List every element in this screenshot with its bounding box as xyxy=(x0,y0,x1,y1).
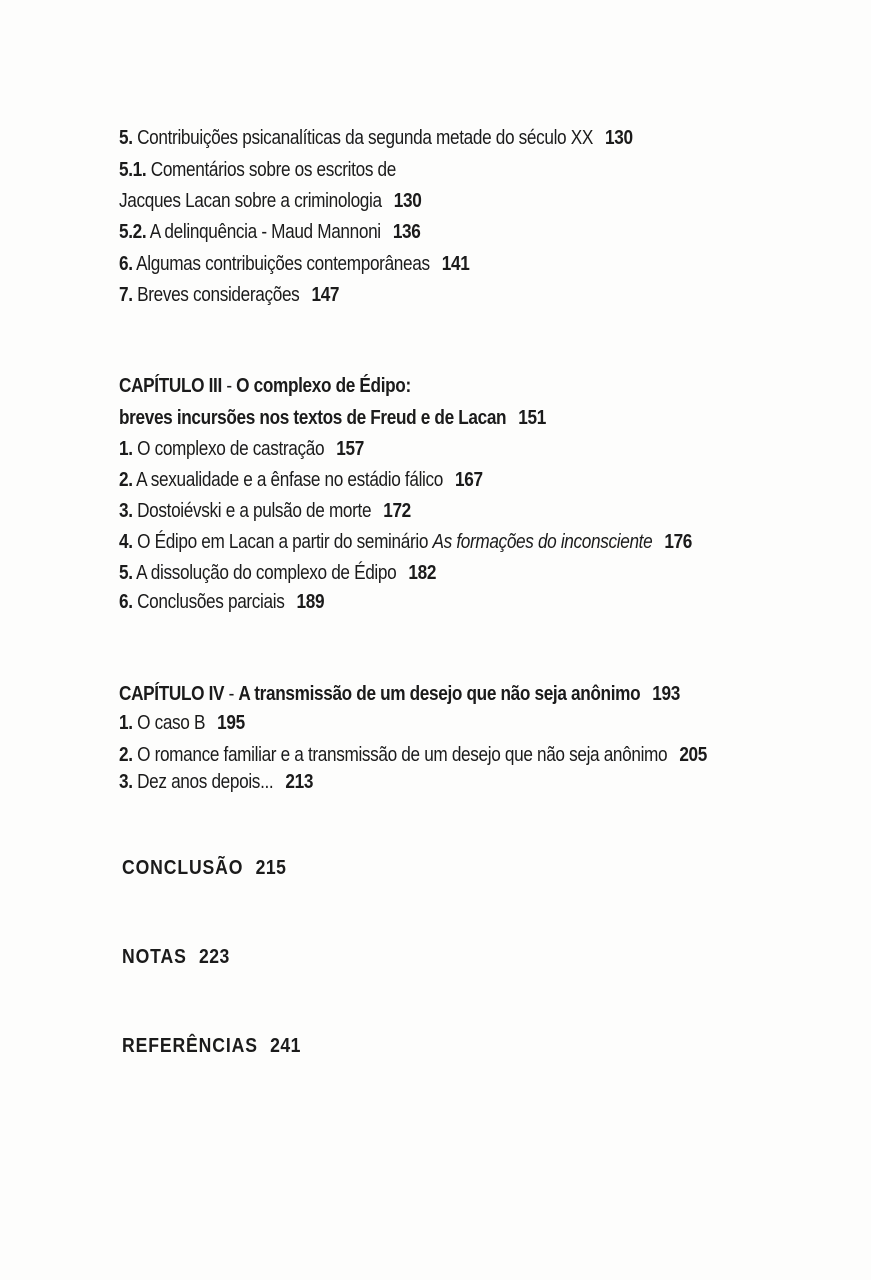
chapter-3-heading-cont: breves incursões nos textos de Freud e de Lacan 151 xyxy=(119,407,546,429)
page-number: 167 xyxy=(455,469,483,491)
toc-entry-3-2: 2. A sexualidade e a ênfase no estádio fálico 167 xyxy=(119,469,483,491)
page-number: 205 xyxy=(679,744,707,766)
toc-entry-3-6: 6. Conclusões parciais 189 xyxy=(119,591,325,613)
page-number: 157 xyxy=(336,438,364,460)
toc-entry-3-3: 3. Dostoiévski e a pulsão de morte 172 xyxy=(119,500,411,522)
page-number: 147 xyxy=(311,284,340,306)
page-number: 130 xyxy=(605,127,633,149)
toc-entry-4-2: 2. O romance familiar e a transmissão de um desejo que não seja anônimo 205 xyxy=(119,744,707,766)
toc-entry-5-1-cont: Jacques Lacan sobre a criminologia 130 xyxy=(119,190,422,212)
chapter-3-heading: CAPÍTULO III - O complexo de Édipo: xyxy=(119,375,411,397)
page-number: 182 xyxy=(408,562,437,584)
toc-referencias: REFERÊNCIAS 241 xyxy=(122,1035,301,1057)
toc-entry-7: 7. Breves considerações 147 xyxy=(119,284,340,306)
toc-entry-6: 6. Algumas contribuições contemporâneas 141 xyxy=(119,253,470,275)
toc-entry-3-1: 1. O complexo de castração 157 xyxy=(119,438,364,460)
toc-entry-5: 5. Contribuições psicanalíticas da segunda metade do século XX 130 xyxy=(119,127,633,149)
toc-entry-4-3: 3. Dez anos depois... 213 xyxy=(119,771,314,793)
page-number: 223 xyxy=(199,946,230,968)
page-number: 136 xyxy=(392,221,421,243)
toc-entry-3-5: 5. A dissolução do complexo de Édipo 182 xyxy=(119,562,437,584)
toc-entry-4-1: 1. O caso B 195 xyxy=(119,712,245,734)
toc-entry-5-1: 5.1. Comentários sobre os escritos de xyxy=(119,159,396,181)
toc-entry-5-2: 5.2. A delinquência - Maud Mannoni 136 xyxy=(119,221,421,243)
page-number: 195 xyxy=(217,712,245,734)
page-number: 176 xyxy=(664,531,693,553)
page-number: 215 xyxy=(255,857,287,879)
toc-notas: NOTAS 223 xyxy=(122,946,230,968)
page-number: 151 xyxy=(518,407,546,429)
toc-conclusao: CONCLUSÃO 215 xyxy=(122,857,287,879)
page-number: 130 xyxy=(393,190,422,212)
chapter-4-heading: CAPÍTULO IV - A transmissão de um desejo que não seja anônimo 193 xyxy=(119,683,680,705)
page-number: 193 xyxy=(652,683,680,705)
page-number: 172 xyxy=(383,500,411,522)
page-number: 241 xyxy=(270,1035,301,1057)
toc-entry-3-4: 4. O Édipo em Lacan a partir do seminário As formações do inconsciente 176 xyxy=(119,531,693,553)
page-number: 189 xyxy=(296,591,325,613)
page-number: 213 xyxy=(285,771,314,793)
page-number: 141 xyxy=(441,253,470,275)
